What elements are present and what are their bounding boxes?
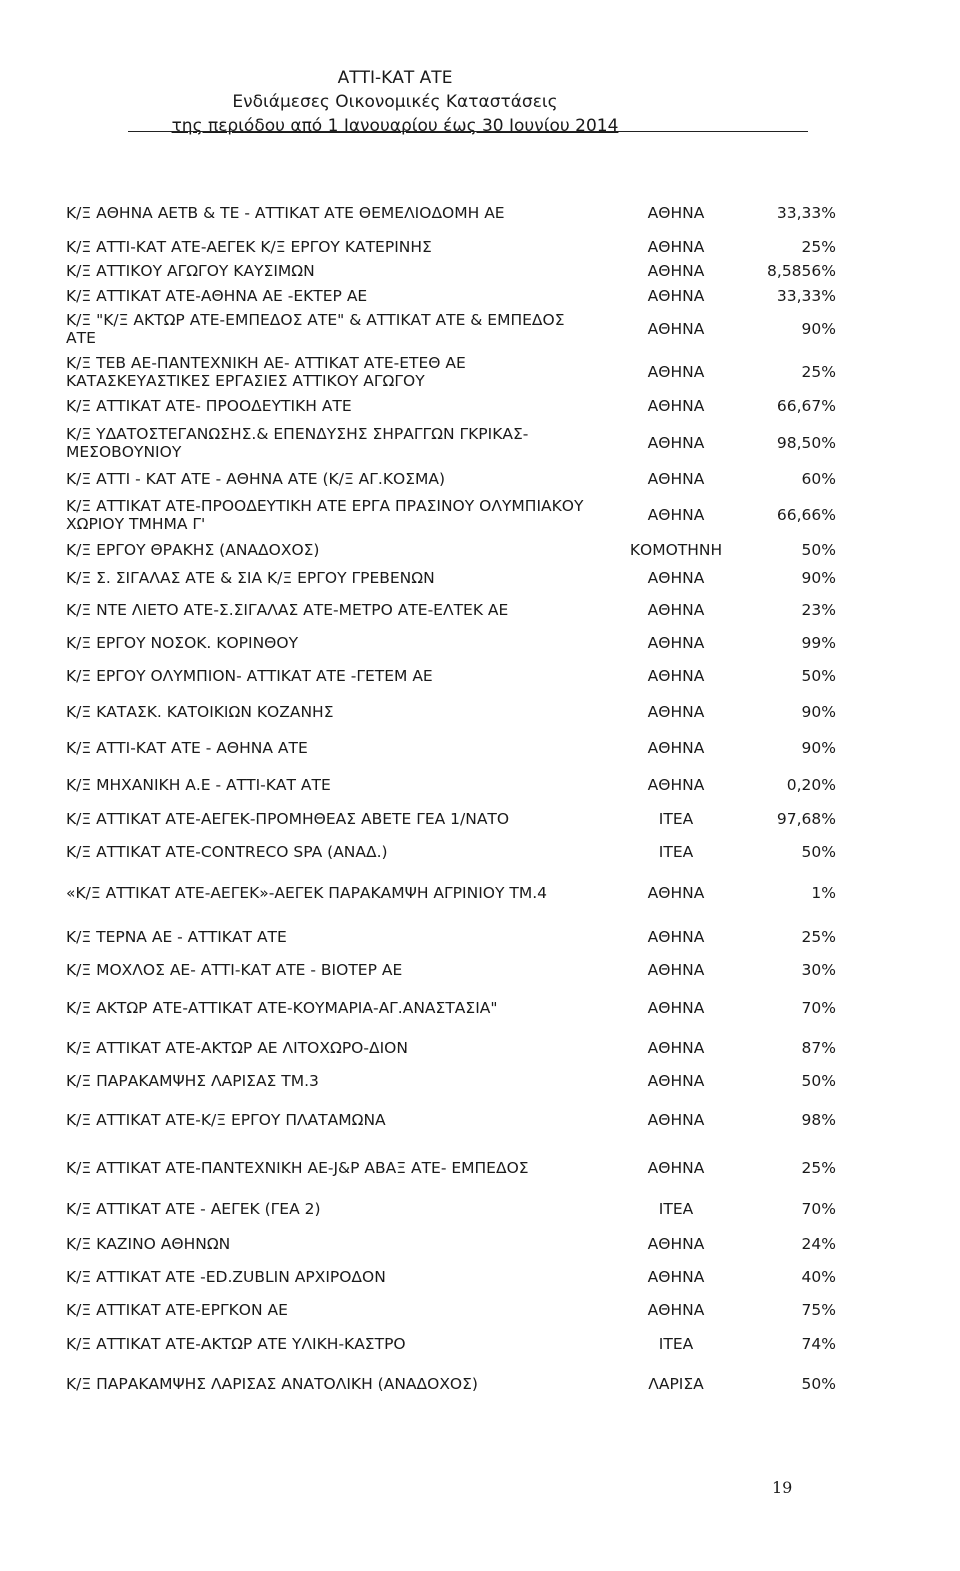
venture-percentage: 40% [801,1268,836,1286]
table-row [66,656,836,696]
table-row [66,1061,836,1101]
venture-location: ΑΘΗΝΑ [647,999,705,1017]
table-row [66,386,836,426]
venture-percentage: 50% [801,1072,836,1090]
venture-name: Κ/Ξ ΕΡΓΟΥ ΟΛΥΜΠΙΟΝ- ΑΤΤΙΚΑΤ ΑΤΕ -ΓΕΤΕΜ ΑΕ [66,667,433,685]
venture-location: ΑΘΗΝΑ [647,204,705,222]
table-row [66,459,836,499]
venture-percentage: 99% [801,634,836,652]
venture-percentage: 87% [801,1039,836,1057]
venture-percentage: 66,66% [776,506,836,524]
venture-name: Κ/Ξ ΑΤΤΙΚΑΤ ΑΤΕ-ΑΚΤΩΡ ΑΤΕ ΥΛΙΚΗ-ΚΑΣΤΡΟ [66,1335,406,1353]
venture-name: Κ/Ξ ΚΑΖΙΝΟ ΑΘΗΝΩΝ [66,1235,231,1253]
venture-percentage: 50% [801,667,836,685]
venture-percentage: 25% [801,928,836,946]
table-row [66,1100,836,1140]
venture-percentage: 50% [801,1375,836,1393]
venture-percentage: 0,20% [786,776,836,794]
venture-location: ΑΘΗΝΑ [647,238,705,256]
table-row [66,1189,836,1229]
venture-location: ΑΘΗΝΑ [647,1039,705,1057]
venture-percentage: 70% [801,1200,836,1218]
header-divider [128,131,808,132]
venture-name: Κ/Ξ "Κ/Ξ ΑΚΤΩΡ ΑΤΕ-ΕΜΠΕΔΟΣ ΑΤΕ" & ΑΤΤΙΚΑΤ ΑΤΕ & ΕΜΠΕΔΟΣ ΑΤΕ [66,311,565,347]
company-name: ΑΤΤΙ-ΚΑΤ ΑΤΕ [337,68,453,88]
venture-location: ΑΘΗΝΑ [647,506,705,524]
document-title: Ενδιάμεσες Οικονομικές Καταστάσεις [232,92,558,112]
table-row [66,1148,836,1188]
venture-name: Κ/Ξ ΑΘΗΝΑ ΑΕΤΒ & ΤΕ - ΑΤΤΙΚΑΤ ΑΤΕ ΘΕΜΕΛΙΟΔΟΜΗ ΑΕ [66,204,505,222]
venture-location: ΑΘΗΝΑ [647,634,705,652]
venture-name: Κ/Ξ ΕΡΓΟΥ ΘΡΑΚΗΣ (ΑΝΑΔΟΧΟΣ) [66,541,320,559]
venture-location: ΑΘΗΝΑ [647,961,705,979]
document-header [0,66,790,138]
venture-name: Κ/Ξ ΠΑΡΑΚΑΜΨΗΣ ΛΑΡΙΣΑΣ ΤΜ.3 [66,1072,319,1090]
table-row [66,1364,836,1404]
venture-location: ΛΑΡΙΣΑ [648,1375,704,1393]
document-period: της περιόδου από 1 Ιανουαρίου έως 30 Ιουνίου 2014 [171,116,619,136]
venture-location: ΑΘΗΝΑ [647,569,705,587]
venture-percentage: 33,33% [776,287,836,305]
table-row [66,832,836,872]
venture-percentage: 50% [801,843,836,861]
venture-location: ΙΤΕΑ [658,843,694,861]
venture-percentage: 60% [801,470,836,488]
venture-location: ΚΟΜΟΤΗΝΗ [629,541,723,559]
venture-name: Κ/Ξ ΑΤΤΙ-ΚΑΤ ΑΤΕ-ΑΕΓΕΚ Κ/Ξ ΕΡΓΟΥ ΚΑΤΕΡΙΝΗΣ [66,238,432,256]
venture-percentage: 90% [801,703,836,721]
venture-name: Κ/Ξ ΜΗΧΑΝΙΚΗ Α.Ε - ΑΤΤΙ-ΚΑΤ ΑΤΕ [66,776,331,794]
venture-location: ΙΤΕΑ [658,1200,694,1218]
venture-location: ΑΘΗΝΑ [647,320,705,338]
venture-name: Κ/Ξ ΑΤΤΙ-ΚΑΤ ΑΤΕ - ΑΘΗΝΑ ΑΤΕ [66,739,308,757]
venture-percentage: 8,5856% [767,262,836,280]
venture-name: Κ/Ξ ΑΤΤΙ - ΚΑΤ ΑΤΕ - ΑΘΗΝΑ ΑΤΕ (Κ/Ξ ΑΓ.ΚΟΣΜΑ) [66,470,446,488]
venture-name: Κ/Ξ ΑΤΤΙΚΑΤ ΑΤΕ-Κ/Ξ ΕΡΓΟΥ ΠΛΑΤΑΜΩΝΑ [66,1111,386,1129]
venture-percentage: 74% [801,1335,836,1353]
venture-name: «Κ/Ξ ΑΤΤΙΚΑΤ ΑΤΕ-ΑΕΓΕΚ»-ΑΕΓΕΚ ΠΑΡΑΚΑΜΨΗ ΑΓΡΙΝΙΟΥ ΤΜ.4 [66,884,547,902]
venture-name: Κ/Ξ ΕΡΓΟΥ ΝΟΣΟΚ. ΚΟΡΙΝΘΟΥ [66,634,299,652]
venture-location: ΑΘΗΝΑ [647,1268,705,1286]
table-row [66,988,836,1028]
venture-location: ΑΘΗΝΑ [647,928,705,946]
venture-name: Κ/Ξ ΜΟΧΛΟΣ ΑΕ- ΑΤΤΙ-ΚΑΤ ΑΤΕ - ΒΙΟΤΕΡ ΑΕ [66,961,403,979]
venture-percentage: 1% [811,884,836,902]
venture-percentage: 70% [801,999,836,1017]
venture-name: Κ/Ξ ΑΤΤΙΚΑΤ ΑΤΕ-ΕΡΓΚΟΝ ΑΕ [66,1301,288,1319]
venture-location: ΑΘΗΝΑ [647,884,705,902]
table-row [66,950,836,990]
venture-name: Κ/Ξ ΑΤΤΙΚΑΤ ΑΤΕ-CONTRECO SPA (ΑΝΑΔ.) [66,843,388,861]
venture-name: Κ/Ξ ΤΕΡΝΑ ΑΕ - ΑΤΤΙΚΑΤ ΑΤΕ [66,928,287,946]
venture-name: Κ/Ξ ΑΤΤΙΚΑΤ ΑΤΕ- ΠΡΟΟΔΕΥΤΙΚΗ ΑΤΕ [66,397,352,415]
venture-name: Κ/Ξ Σ. ΣΙΓΑΛΑΣ ΑΤΕ & ΣΙΑ Κ/Ξ ΕΡΓΟΥ ΓΡΕΒΕΝΩΝ [66,569,435,587]
table-row [66,495,836,535]
venture-location: ΑΘΗΝΑ [647,776,705,794]
table-row [66,423,836,463]
table-row [66,309,836,349]
venture-location: ΑΘΗΝΑ [647,739,705,757]
venture-percentage: 75% [801,1301,836,1319]
venture-name: Κ/Ξ ΝΤΕ ΛΙΕΤΟ ΑΤΕ-Σ.ΣΙΓΑΛΑΣ ΑΤΕ-ΜΕΤΡΟ ΑΤΕ-ΕΛΤΕΚ ΑΕ [66,601,509,619]
venture-name: Κ/Ξ ΤΕΒ ΑΕ-ΠΑΝΤΕΧΝΙΚΗ ΑΕ- ΑΤΤΙΚΑΤ ΑΤΕ-ΕΤΕΘ ΑΕ ΚΑΤΑΣΚΕΥΑΣΤΙΚΕΣ ΕΡΓΑΣΙΕΣ ΑΤΤΙΚΟΥ ΑΓΩΓΟΥ [66,354,466,390]
venture-percentage: 25% [801,238,836,256]
venture-location: ΑΘΗΝΑ [647,434,705,452]
venture-location: ΙΤΕΑ [658,810,694,828]
venture-percentage: 98,50% [776,434,836,452]
venture-location: ΑΘΗΝΑ [647,262,705,280]
venture-percentage: 24% [801,1235,836,1253]
venture-location: ΑΘΗΝΑ [647,1072,705,1090]
venture-location: ΙΤΕΑ [658,1335,694,1353]
venture-location: ΑΘΗΝΑ [647,601,705,619]
venture-percentage: 90% [801,739,836,757]
venture-location: ΑΘΗΝΑ [647,363,705,381]
venture-percentage: 30% [801,961,836,979]
venture-percentage: 25% [801,363,836,381]
table-row [66,692,836,732]
table-row [66,1324,836,1364]
venture-percentage: 90% [801,569,836,587]
venture-name: Κ/Ξ ΑΤΤΙΚΑΤ ΑΤΕ-ΠΑΝΤΕΧΝΙΚΗ ΑΕ-J&P ΑΒΑΞ ΑΤΕ- ΕΜΠΕΔΟΣ [66,1159,529,1177]
table-row [66,873,836,913]
venture-name: Κ/Ξ ΑΤΤΙΚΑΤ ΑΤΕ-ΠΡΟΟΔΕΥΤΙΚΗ ΑΤΕ ΕΡΓΑ ΠΡΑΣΙΝΟΥ ΟΛΥΜΠΙΑΚΟΥ ΧΩΡΙΟΥ ΤΜΗΜΑ Γ' [66,497,584,533]
venture-location: ΑΘΗΝΑ [647,470,705,488]
venture-name: Κ/Ξ ΥΔΑΤΟΣΤΕΓΑΝΩΣΗΣ.& ΕΠΕΝΔΥΣΗΣ ΣΗΡΑΓΓΩΝ ΓΚΡΙΚΑΣ-ΜΕΣΟΒΟΥΝΙΟΥ [66,425,529,461]
venture-name: Κ/Ξ ΠΑΡΑΚΑΜΨΗΣ ΛΑΡΙΣΑΣ ΑΝΑΤΟΛΙΚΗ (ΑΝΑΔΟΧΟΣ) [66,1375,478,1393]
venture-percentage: 50% [801,541,836,559]
venture-percentage: 98% [801,1111,836,1129]
venture-name: Κ/Ξ ΑΤΤΙΚΟΥ ΑΓΩΓΟΥ ΚΑΥΣΙΜΩΝ [66,262,315,280]
venture-percentage: 66,67% [776,397,836,415]
venture-location: ΑΘΗΝΑ [647,1235,705,1253]
venture-location: ΑΘΗΝΑ [647,667,705,685]
venture-name: Κ/Ξ ΑΤΤΙΚΑΤ ΑΤΕ -ED.ZUBLIN ΑΡΧΙΡΟΔΟΝ [66,1268,386,1286]
table-row [66,728,836,768]
venture-location: ΑΘΗΝΑ [647,703,705,721]
venture-percentage: 90% [801,320,836,338]
venture-location: ΑΘΗΝΑ [647,1301,705,1319]
venture-name: Κ/Ξ ΚΑΤΑΣΚ. ΚΑΤΟΙΚΙΩΝ ΚΟΖΑΝΗΣ [66,703,334,721]
venture-name: Κ/Ξ ΑΤΤΙΚΑΤ ΑΤΕ-ΑΘΗΝΑ ΑΕ -ΕΚΤΕΡ ΑΕ [66,287,368,305]
venture-location: ΑΘΗΝΑ [647,1111,705,1129]
venture-percentage: 23% [801,601,836,619]
page-number: 19 [772,1478,793,1497]
venture-percentage: 33,33% [776,204,836,222]
venture-name: Κ/Ξ ΑΤΤΙΚΑΤ ΑΤΕ-ΑΚΤΩΡ ΑΕ ΛΙΤΟΧΩΡΟ-ΔΙΟΝ [66,1039,408,1057]
venture-name: Κ/Ξ ΑΤΤΙΚΑΤ ΑΤΕ - ΑΕΓΕΚ (ΓΕΑ 2) [66,1200,321,1218]
venture-location: ΑΘΗΝΑ [647,1159,705,1177]
venture-percentage: 97,68% [776,810,836,828]
venture-name: Κ/Ξ ΑΤΤΙΚΑΤ ΑΤΕ-ΑΕΓΕΚ-ΠΡΟΜΗΘΕΑΣ ΑΒΕΤΕ ΓΕΑ 1/ΝΑΤΟ [66,810,510,828]
venture-location: ΑΘΗΝΑ [647,287,705,305]
venture-name: Κ/Ξ ΑΚΤΩΡ ΑΤΕ-ΑΤΤΙΚΑΤ ΑΤΕ-ΚΟΥΜΑΡΙΑ-ΑΓ.ΑΝΑΣΤΑΣΙΑ" [66,999,498,1017]
venture-percentage: 25% [801,1159,836,1177]
venture-location: ΑΘΗΝΑ [647,397,705,415]
